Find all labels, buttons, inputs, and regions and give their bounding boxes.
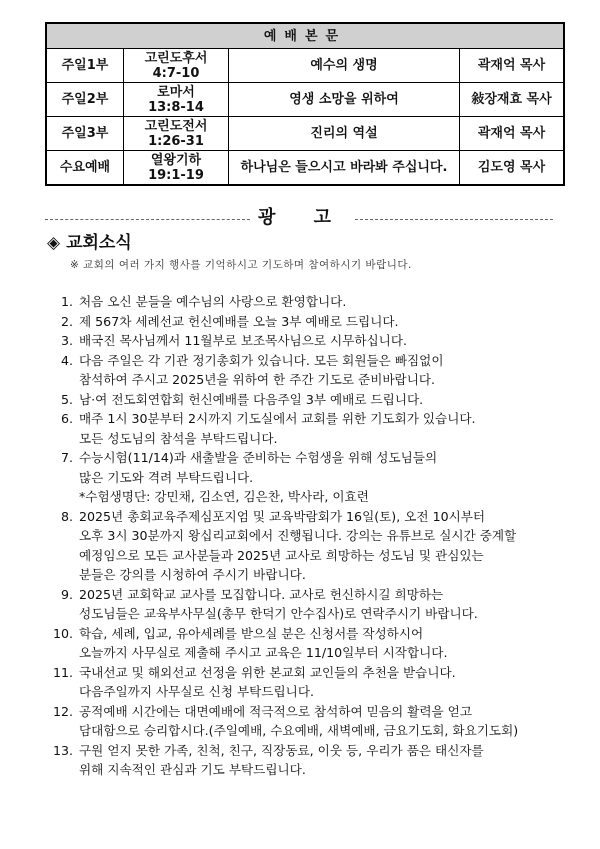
notice-item [43,624,563,663]
notice-line: 많은 기도와 격려 부탁드립니다. [79,469,254,485]
service-name: 주일1부 [46,49,124,83]
notice-line: *수험생명단: 강민채, 김소연, 김은찬, 박사라, 이효련 [79,489,369,504]
section-note: ※ 교회의 여러 가지 행사를 기억하시고 기도하며 참여하시기 바랍니다. [70,259,412,271]
notice-number: 11. [52,664,73,680]
schedule-header: 예배본문 [46,23,564,49]
notice-item [43,331,563,351]
notice-line: 예정임으로 모든 교사분들과 2025년 교사로 희망하는 성도님 및 관심있는 [79,547,484,563]
notice-text [79,741,563,780]
notice-number: 9. [60,586,73,602]
notice-text [79,331,563,351]
preacher: 敍장재효 목사 [460,83,565,117]
notice-item [43,409,563,448]
notice-item [43,448,563,507]
notice-line: 모든 성도님의 참석을 부탁드립니다. [79,430,278,446]
notice-number: 10. [52,625,73,641]
scripture-ref: 고린도전서 1:26-31 [124,117,229,151]
preacher: 김도영 목사 [460,151,565,186]
notice-line: 구원 얻지 못한 가족, 친척, 친구, 직장동료, 이웃 등, 우리가 품은 태신자를 [79,742,484,758]
notice-line: 수능시험(11/14)과 새출발을 준비하는 수험생을 위해 성도님들의 [79,450,438,465]
notice-number: 1. [60,294,73,309]
notice-text [79,351,563,390]
notice-line: 학습, 세례, 입교, 유아세례를 받으실 분은 신청서를 작성하시어 [79,625,424,641]
dashed-line [355,219,553,220]
worship-schedule-table [45,22,565,186]
schedule-row [46,117,564,151]
notice-number: 13. [52,742,73,758]
scripture-ref: 로마서 13:8-14 [124,83,229,117]
service-name: 주일3부 [46,117,124,151]
notice-item [43,702,563,741]
notice-item [43,741,563,780]
notice-line: 남·여 전도회연합회 헌신예배를 다음주일 3부 예배로 드립니다. [79,391,424,407]
notice-text [79,507,563,585]
notice-line: 다음주일까지 사무실로 신청 부탁드립니다. [79,684,314,699]
diamond-icon: ◈ [47,233,61,253]
notice-item [43,585,563,624]
sermon-title: 진리의 역설 [229,117,460,151]
notice-text [79,702,563,741]
notice-item [43,292,563,312]
notice-item [43,312,563,332]
dashed-line [45,219,250,220]
notice-line: 위해 지속적인 관심과 기도 부탁드립니다. [79,762,306,777]
schedule-row [46,83,564,117]
notice-text [79,585,563,624]
notice-item [43,390,563,410]
notice-number: 6. [60,411,73,426]
notice-item [43,507,563,585]
service-name: 수요예배 [46,151,124,186]
notice-text [79,390,563,410]
notice-number: 12. [52,703,73,719]
sermon-title: 예수의 생명 [229,49,460,83]
notice-text [79,409,563,448]
notice-text [79,663,563,702]
notice-list [43,292,563,780]
notice-number: 4. [60,352,73,368]
service-name: 주일2부 [46,83,124,117]
notice-line: 오후 3시 30분까지 왕십리교회에서 진행됩니다. 강의는 유튜브로 실시간 중계할 [79,528,517,543]
notice-number: 3. [60,333,73,348]
notice-line: 2025년 총회교육주제심포지엄 및 교육박람회가 16일(토), 오전 10시부터 [79,508,486,524]
notice-text [79,312,563,332]
notice-number: 8. [60,508,73,524]
notice-item [43,351,563,390]
notice-line: 제 567차 세례선교 헌신예배를 오늘 3부 예배로 드립니다. [79,313,399,329]
announcement-divider [45,207,553,228]
schedule-row [46,49,564,83]
notice-number: 2. [60,313,73,329]
notice-number: 7. [60,450,73,465]
sermon-title: 하나님은 들으시고 바라봐 주십니다. [229,151,460,186]
notice-line: 처음 오신 분들을 예수님의 사랑으로 환영합니다. [79,294,347,309]
section-title: 교회소식 [66,233,132,253]
schedule-row [46,151,564,186]
notice-number: 5. [60,391,73,407]
notice-text [79,292,563,312]
notice-line: 담대함으로 승리합시다.(주일예배, 수요예배, 새벽예배, 금요기도회, 화요기도회) [79,723,519,738]
preacher: 곽재억 목사 [460,117,565,151]
scripture-ref: 고린도후서 4:7-10 [124,49,229,83]
sermon-title: 영생 소망을 위하여 [229,83,460,117]
notice-line: 매주 1시 30분부터 2시까지 기도실에서 교회를 위한 기도회가 있습니다. [79,411,476,426]
notice-line: 분들은 강의를 시청하여 주시기 바랍니다. [79,567,306,582]
notice-line: 공적예배 시간에는 대면예배에 적극적으로 참석하여 믿음의 활력을 얻고 [79,703,472,719]
notice-item [43,663,563,702]
section-heading [47,234,132,252]
notice-text [79,624,563,663]
preacher: 곽재억 목사 [460,49,565,83]
announcement-title: 광 고 [257,207,348,228]
notice-line: 국내선교 및 해외선교 선정을 위한 본교회 교인들의 추천을 받습니다. [79,664,456,680]
notice-line: 성도님들은 교육부사무실(총무 한덕기 안수집사)로 연락주시기 바랍니다. [79,606,478,621]
notice-line: 다음 주일은 각 기관 정기총회가 있습니다. 모든 회원들은 빠짐없이 [79,352,444,368]
scripture-ref: 열왕기하 19:1-19 [124,151,229,186]
notice-line: 참석하여 주시고 2025년을 위하여 한 주간 기도로 준비바랍니다. [79,372,436,387]
notice-line: 오늘까지 사무실로 제출해 주시고 교육은 11/10일부터 시작합니다. [79,645,448,660]
notice-line: 배국진 목사님께서 11월부로 보조목사님으로 시무하십니다. [79,333,408,348]
notice-text [79,448,563,507]
notice-line: 2025년 교회학교 교사를 모집합니다. 교사로 헌신하시길 희망하는 [79,586,444,602]
